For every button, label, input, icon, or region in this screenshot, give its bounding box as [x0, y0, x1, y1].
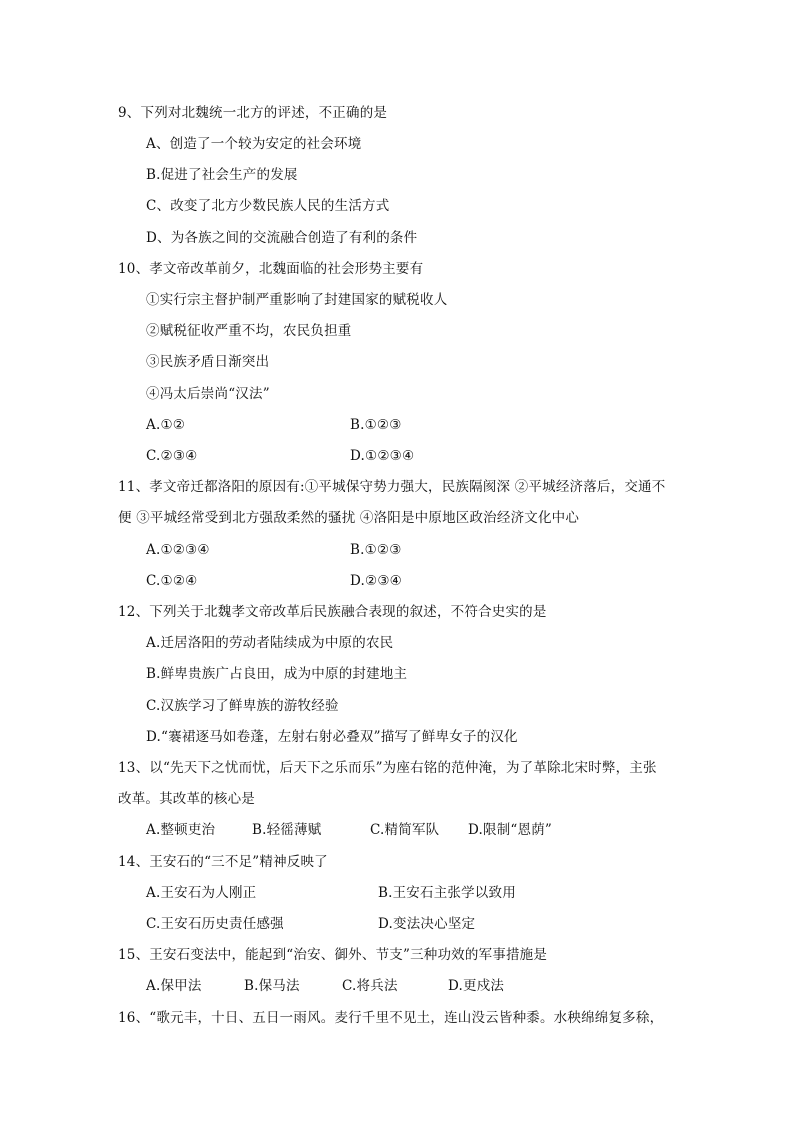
question-9-option-c: C、改变了北方少数民族人民的生活方式	[146, 198, 390, 214]
question-14-option-a: A.王安石为人刚正	[146, 885, 257, 901]
question-10-item-2: ②赋税征收严重不均，农民负担重	[146, 323, 352, 339]
question-12-option-a: A.迁居洛阳的劳动者陆续成为中原的农民	[146, 635, 394, 651]
question-13-option-d: D.限制“恩荫”	[468, 822, 553, 838]
question-11-option-d: D.②③④	[350, 573, 402, 589]
question-13-stem-line-1: 13、以“先天下之忧而忧，后天下之乐而乐”为座右铭的范仲淹，为了革除北宋时弊，主张	[118, 760, 657, 776]
question-11-stem-line-2: 便 ③平城经常受到北方强敌柔然的骚扰 ④洛阳是中原地区政治经济文化中心	[118, 510, 580, 526]
question-15-option-a: A.保甲法	[146, 978, 202, 994]
question-10-option-b: B.①②③	[350, 417, 402, 433]
question-11-option-a: A.①②③④	[146, 542, 210, 558]
question-10-stem: 10、孝文帝改革前夕，北魏面临的社会形势主要有	[118, 261, 424, 277]
question-13-option-c: C.精简军队	[370, 822, 440, 838]
question-16-stem: 16、“歌元丰，十日、五日一雨风。麦行千里不见土，连山没云皆种黍。水秧绵绵复多稌，	[118, 1010, 664, 1026]
question-10-option-a: A.①②	[146, 417, 186, 433]
question-10-item-4: ④冯太后崇尚“汉法”	[146, 386, 270, 402]
question-11-option-b: B.①②③	[350, 542, 402, 558]
question-14-option-d: D.变法决心坚定	[378, 916, 476, 932]
question-10-option-c: C.②③④	[146, 448, 198, 464]
question-9-option-a: A、创造了一个较为安定的社会环境	[146, 136, 362, 152]
question-13-option-a: A.整顿吏治	[146, 822, 216, 838]
question-14-option-b: B.王安石主张学以致用	[378, 885, 516, 901]
question-13-stem-line-2: 改革。其改革的核心是	[118, 791, 255, 807]
question-14-option-c: C.王安石历史责任感强	[146, 916, 284, 932]
question-12-option-c: C.汉族学习了鲜卑族的游牧经验	[146, 698, 339, 714]
question-12-option-b: B.鲜卑贵族广占良田，成为中原的封建地主	[146, 666, 408, 682]
question-10-item-1: ①实行宗主督护制严重影响了封建国家的赋税收人	[146, 292, 448, 308]
question-11-option-c: C.①②④	[146, 573, 198, 589]
question-9-option-b: B.促进了社会生产的发展	[146, 167, 298, 183]
question-9-option-d: D、为各族之间的交流融合创造了有利的条件	[146, 230, 418, 246]
question-10-option-d: D.①②③④	[350, 448, 415, 464]
question-10-item-3: ③民族矛盾日渐突出	[146, 354, 270, 370]
question-13-option-b: B.轻徭薄赋	[252, 822, 322, 838]
question-14-stem: 14、王安石的“三不足”精神反映了	[118, 854, 328, 870]
question-9-stem: 9、下列对北魏统一北方的评述，不正确的是	[118, 105, 388, 121]
question-11-stem-line-1: 11、孝文帝迁都洛阳的原因有:①平城保守势力强大，民族隔阂深 ②平城经济落后，交通不	[118, 479, 666, 495]
question-12-stem: 12、下列关于北魏孝文帝改革后民族融合表现的叙述，不符合史实的是	[118, 604, 547, 620]
question-15-option-c: C.将兵法	[342, 978, 398, 994]
question-15-stem: 15、王安石变法中，能起到“治安、御外、节支”三种功效的军事措施是	[118, 947, 548, 963]
question-15-option-b: B.保马法	[244, 978, 300, 994]
question-12-option-d: D.“褰裙逐马如卷蓬，左射右射必叠双”描写了鲜卑女子的汉化	[146, 729, 518, 745]
question-15-option-d: D.更戍法	[448, 978, 505, 994]
